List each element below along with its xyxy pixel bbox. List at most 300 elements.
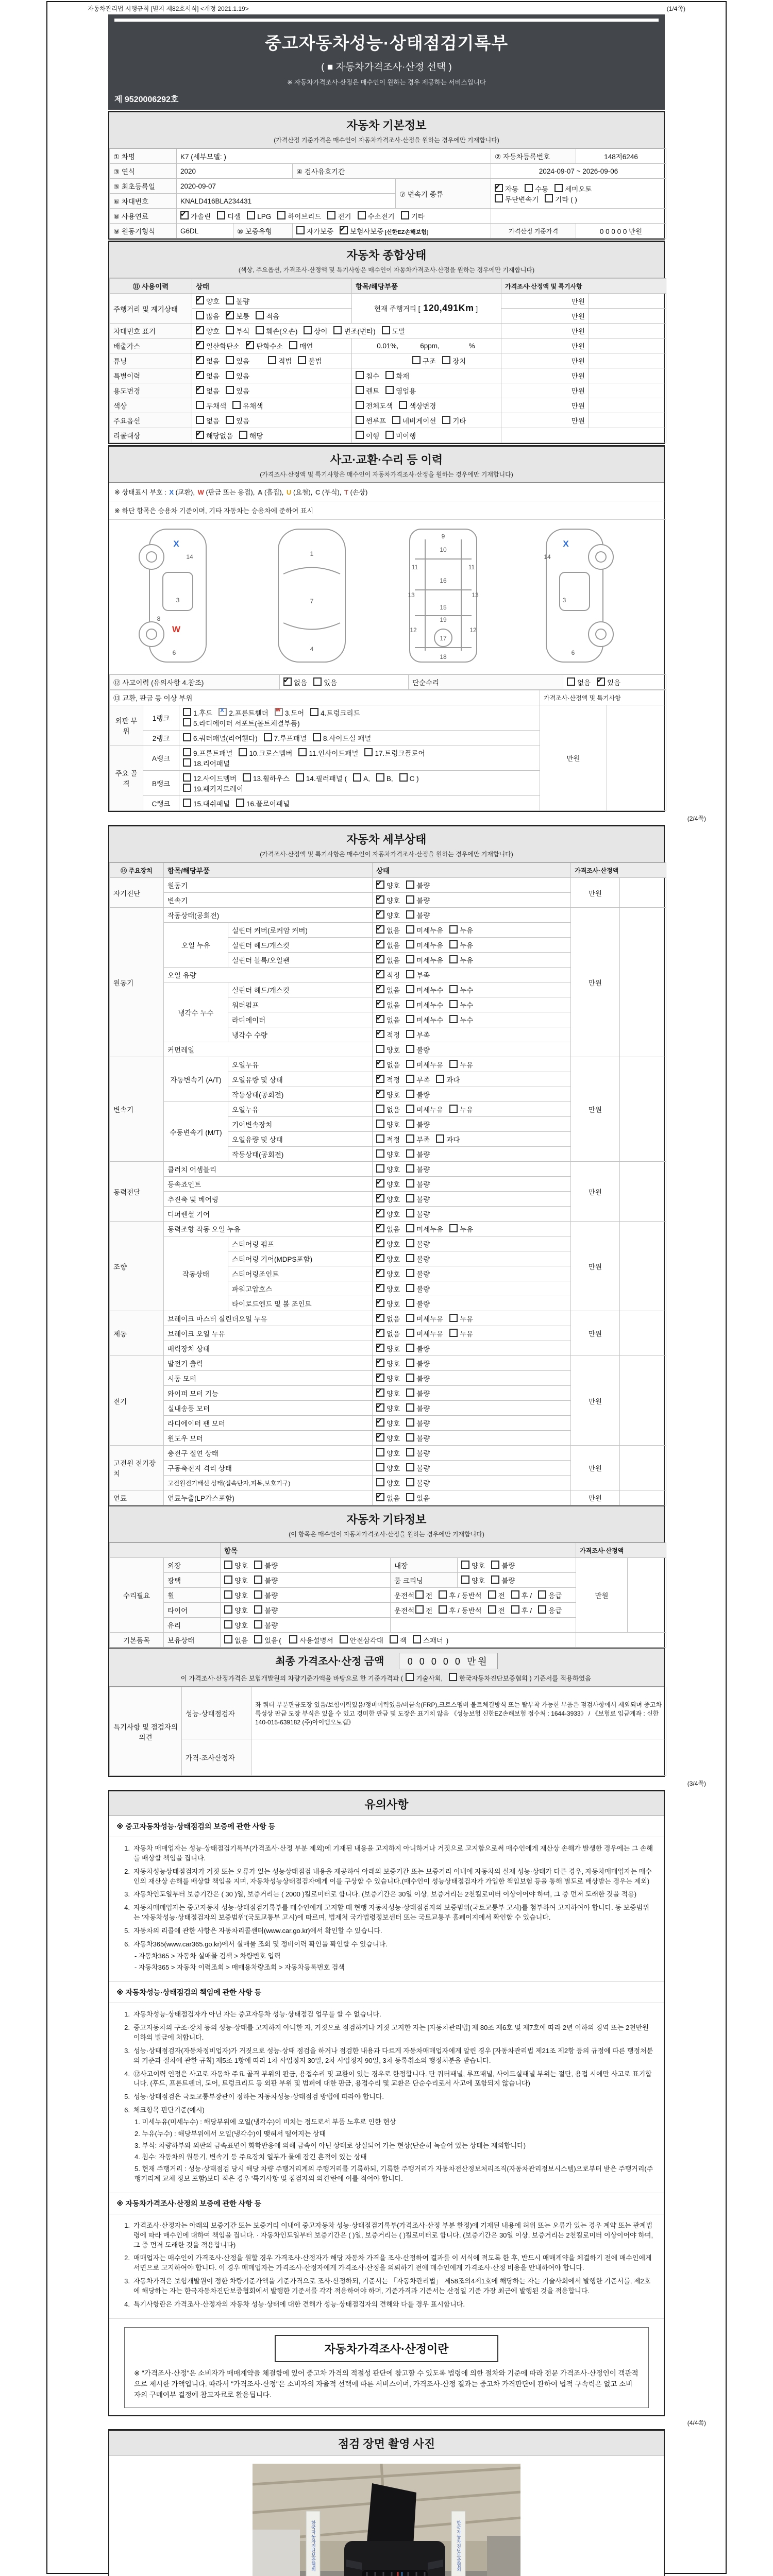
checkbox[interactable] bbox=[406, 955, 414, 963]
checkbox[interactable] bbox=[495, 194, 503, 202]
checkbox[interactable] bbox=[226, 296, 234, 304]
checkbox[interactable] bbox=[239, 431, 247, 439]
checkbox[interactable] bbox=[224, 1635, 232, 1643]
table-cell: 배력장치 상태 bbox=[164, 1341, 373, 1356]
checkbox[interactable] bbox=[406, 1164, 414, 1173]
checkbox[interactable] bbox=[406, 1478, 414, 1486]
checkbox[interactable] bbox=[254, 1620, 262, 1629]
table-cell bbox=[373, 908, 571, 923]
checkbox[interactable] bbox=[488, 1605, 496, 1614]
checkbox[interactable] bbox=[449, 1105, 458, 1113]
checkbox[interactable] bbox=[333, 326, 342, 334]
checkbox[interactable] bbox=[239, 748, 247, 756]
checkbox[interactable] bbox=[304, 326, 312, 334]
checkbox[interactable] bbox=[376, 1463, 384, 1471]
checkbox[interactable] bbox=[449, 1060, 458, 1068]
table-cell bbox=[352, 383, 501, 398]
label-text: 전 bbox=[426, 1607, 433, 1615]
checkbox[interactable] bbox=[376, 1403, 384, 1412]
table-cell bbox=[373, 1072, 571, 1087]
checkbox[interactable] bbox=[376, 1179, 384, 1188]
checkbox[interactable] bbox=[545, 194, 553, 202]
notice-item-text: 자동차성능·상태점검자가 아닌 자는 중고자동차 성능·상태점검 업무를 할 수 없습니다. bbox=[133, 2010, 381, 2019]
label-text: 누유 bbox=[460, 1061, 474, 1069]
checkbox[interactable] bbox=[376, 1299, 384, 1307]
checkbox[interactable] bbox=[399, 773, 408, 782]
checkbox[interactable] bbox=[597, 677, 605, 686]
checkbox[interactable] bbox=[511, 1590, 519, 1599]
checkbox[interactable] bbox=[406, 1673, 414, 1681]
table-cell: 만원 bbox=[501, 294, 589, 309]
checkbox[interactable] bbox=[439, 1590, 447, 1599]
checkbox[interactable] bbox=[376, 1284, 384, 1292]
checkbox[interactable] bbox=[376, 1329, 384, 1337]
checkbox[interactable] bbox=[406, 1448, 414, 1456]
checkbox[interactable] bbox=[226, 356, 234, 364]
checkbox[interactable] bbox=[196, 431, 204, 439]
photo-body bbox=[109, 2455, 664, 2576]
checkbox[interactable] bbox=[406, 1388, 414, 1397]
checkbox[interactable] bbox=[406, 1359, 414, 1367]
checkbox[interactable] bbox=[406, 1194, 414, 1202]
checkbox[interactable] bbox=[364, 748, 373, 756]
checkbox[interactable] bbox=[406, 1433, 414, 1442]
label-text: 썬루프 bbox=[366, 417, 386, 425]
table-cell bbox=[458, 1573, 576, 1588]
checkbox[interactable] bbox=[356, 401, 364, 409]
table-cell: 제동 bbox=[110, 1311, 164, 1356]
checkbox[interactable] bbox=[327, 211, 335, 219]
label-text: 없음 bbox=[577, 679, 591, 687]
checkbox[interactable] bbox=[356, 386, 364, 394]
checkbox[interactable] bbox=[382, 326, 390, 334]
label-text: 불량 bbox=[264, 1562, 278, 1570]
checkbox[interactable] bbox=[406, 985, 414, 993]
table-cell bbox=[628, 1558, 666, 1633]
checkbox[interactable] bbox=[376, 1314, 384, 1322]
label-text: 양호 bbox=[386, 1241, 400, 1248]
label-text: 19.패키지트레이 bbox=[193, 785, 244, 793]
checkbox[interactable] bbox=[406, 1000, 414, 1008]
checkbox[interactable] bbox=[226, 326, 234, 334]
table-cell bbox=[620, 1162, 666, 1222]
checkbox[interactable] bbox=[226, 416, 234, 424]
checkbox[interactable] bbox=[376, 1194, 384, 1202]
checkbox[interactable] bbox=[406, 1134, 414, 1143]
checkbox[interactable] bbox=[226, 371, 234, 379]
checkbox[interactable] bbox=[413, 1635, 421, 1643]
checkbox[interactable] bbox=[376, 1254, 384, 1262]
label-text: 미이행 bbox=[396, 432, 416, 440]
checkbox[interactable] bbox=[376, 1134, 384, 1143]
checkbox[interactable] bbox=[385, 386, 394, 394]
label-text: 불량 bbox=[416, 1420, 430, 1428]
checkbox[interactable] bbox=[406, 1284, 414, 1292]
label-text: 양호 bbox=[472, 1562, 485, 1570]
label-text: 화재 bbox=[396, 372, 410, 380]
checkbox[interactable] bbox=[376, 895, 384, 904]
checkbox[interactable] bbox=[296, 226, 305, 234]
page-marker-4: (4/4쪽) bbox=[687, 2419, 706, 2427]
checkbox[interactable] bbox=[224, 1605, 232, 1614]
checkbox[interactable] bbox=[196, 386, 204, 394]
checkbox[interactable] bbox=[491, 1575, 499, 1584]
checkbox[interactable] bbox=[406, 1239, 414, 1247]
label-text: 가솔린 bbox=[191, 213, 211, 221]
label-text: % bbox=[468, 342, 475, 350]
checkbox[interactable] bbox=[243, 773, 251, 782]
checkbox[interactable] bbox=[406, 925, 414, 934]
checkbox[interactable] bbox=[376, 1493, 384, 1501]
checkbox[interactable] bbox=[449, 1015, 458, 1023]
checkbox[interactable] bbox=[376, 1269, 384, 1277]
checkbox[interactable] bbox=[226, 386, 234, 394]
checkbox[interactable] bbox=[406, 880, 414, 889]
diagram-zone-number: 12 bbox=[410, 626, 417, 634]
checkbox[interactable] bbox=[376, 1448, 384, 1456]
label-text: 네비게이션 bbox=[402, 417, 436, 425]
checkbox[interactable] bbox=[254, 1635, 262, 1643]
checkbox[interactable] bbox=[449, 1673, 457, 1681]
checkbox[interactable] bbox=[406, 1060, 414, 1068]
table-cell: 2020-09-07 bbox=[177, 179, 396, 194]
checkbox[interactable] bbox=[511, 1605, 519, 1614]
checkbox[interactable] bbox=[415, 1605, 424, 1614]
checkbox[interactable] bbox=[399, 401, 407, 409]
checkbox[interactable] bbox=[376, 1105, 384, 1113]
checkbox[interactable] bbox=[296, 773, 304, 782]
label-text: 양호 bbox=[386, 1405, 400, 1413]
checkbox[interactable] bbox=[183, 799, 191, 807]
table-cell: 리콜대상 bbox=[110, 428, 192, 443]
checkbox[interactable] bbox=[376, 1209, 384, 1217]
label-text: 후 / 동반석 bbox=[449, 1607, 482, 1615]
checkbox[interactable] bbox=[406, 1224, 414, 1232]
label-text: 구조 bbox=[423, 358, 436, 365]
checkbox[interactable] bbox=[406, 1149, 414, 1158]
checkbox[interactable] bbox=[264, 733, 272, 741]
label-text: 불량 bbox=[416, 1465, 430, 1472]
checkbox[interactable] bbox=[376, 1075, 384, 1083]
checkbox[interactable] bbox=[406, 1344, 414, 1352]
table-cell: 실내송풍 모터 bbox=[164, 1401, 373, 1416]
checkbox[interactable] bbox=[376, 773, 384, 782]
checkbox[interactable] bbox=[183, 773, 191, 782]
checkbox[interactable] bbox=[376, 1433, 384, 1442]
label-text: 양호 bbox=[386, 1375, 400, 1383]
checkbox[interactable] bbox=[196, 371, 204, 379]
checkbox[interactable] bbox=[224, 1561, 232, 1569]
table-cell: 작동상태(공회전) bbox=[228, 1147, 373, 1162]
checkbox[interactable] bbox=[449, 1329, 458, 1337]
checkbox[interactable] bbox=[183, 718, 191, 726]
checkbox[interactable] bbox=[217, 211, 225, 219]
checkbox[interactable] bbox=[376, 1030, 384, 1038]
label-text: 불량 bbox=[416, 1091, 430, 1099]
checkbox[interactable] bbox=[183, 708, 191, 716]
checkbox[interactable] bbox=[353, 773, 361, 782]
checkbox[interactable] bbox=[554, 184, 563, 192]
checkbox[interactable] bbox=[376, 1120, 384, 1128]
checkbox[interactable] bbox=[406, 910, 414, 919]
label-text: 불량 bbox=[416, 1450, 430, 1458]
checkbox[interactable] bbox=[254, 1590, 262, 1599]
checkbox[interactable] bbox=[376, 925, 384, 934]
checkbox[interactable] bbox=[268, 356, 276, 364]
checkbox[interactable] bbox=[356, 371, 364, 379]
checkbox[interactable] bbox=[567, 677, 575, 686]
checkbox[interactable] bbox=[436, 1075, 444, 1083]
label-text: 불량 bbox=[416, 912, 430, 920]
checkbox[interactable] bbox=[376, 1344, 384, 1352]
checkbox[interactable] bbox=[491, 1561, 499, 1569]
checkbox[interactable] bbox=[376, 1015, 384, 1023]
checkbox[interactable] bbox=[488, 1590, 496, 1599]
checkbox[interactable] bbox=[232, 401, 241, 409]
checkbox[interactable] bbox=[406, 1329, 414, 1337]
checkbox[interactable] bbox=[449, 1224, 458, 1232]
title-band-stripe bbox=[114, 19, 659, 22]
accident-band bbox=[109, 447, 664, 483]
checkbox[interactable] bbox=[406, 895, 414, 904]
checkbox[interactable] bbox=[406, 970, 414, 978]
checkbox[interactable] bbox=[376, 1045, 384, 1053]
checkbox[interactable] bbox=[412, 356, 421, 364]
label-text: 불량 bbox=[501, 1562, 515, 1570]
checkbox[interactable] bbox=[340, 1635, 348, 1643]
checkbox[interactable] bbox=[310, 708, 318, 716]
checkbox[interactable] bbox=[289, 341, 297, 349]
notice-item-number: 2. bbox=[124, 1867, 130, 1875]
checkbox[interactable] bbox=[406, 1299, 414, 1307]
checkbox[interactable] bbox=[406, 1403, 414, 1412]
checkbox[interactable] bbox=[401, 211, 409, 219]
checkbox[interactable] bbox=[449, 1314, 458, 1322]
label-text: 16.플로어패널 bbox=[246, 800, 290, 808]
checkbox[interactable] bbox=[298, 748, 307, 756]
checkbox[interactable] bbox=[254, 1605, 262, 1614]
checkbox[interactable] bbox=[376, 1000, 384, 1008]
label-text: 현재 주행거리 [ bbox=[374, 305, 423, 313]
diagram-zone-number: 8 bbox=[157, 615, 161, 622]
checkbox[interactable] bbox=[406, 1314, 414, 1322]
checkbox[interactable] bbox=[406, 1463, 414, 1471]
checkbox[interactable] bbox=[340, 226, 348, 234]
checkbox[interactable] bbox=[442, 356, 450, 364]
checkbox[interactable] bbox=[236, 799, 244, 807]
checkbox[interactable] bbox=[376, 1060, 384, 1068]
checkbox[interactable] bbox=[376, 1388, 384, 1397]
checkbox[interactable] bbox=[385, 431, 394, 439]
checkbox[interactable] bbox=[183, 758, 191, 767]
checkbox[interactable] bbox=[406, 1418, 414, 1427]
label-text: 불량 bbox=[416, 1435, 430, 1443]
detail-table bbox=[109, 862, 666, 1505]
table-cell bbox=[589, 309, 666, 324]
checkbox[interactable] bbox=[376, 1164, 384, 1173]
checkbox[interactable] bbox=[406, 940, 414, 948]
weld-mark-checkbox[interactable] bbox=[275, 708, 283, 716]
checkbox[interactable] bbox=[196, 311, 204, 319]
label-text: 양호 bbox=[386, 1360, 400, 1368]
checkbox[interactable] bbox=[406, 1045, 414, 1053]
checkbox[interactable] bbox=[376, 940, 384, 948]
exchange-mark-checkbox[interactable] bbox=[219, 708, 227, 716]
checkbox[interactable] bbox=[392, 416, 400, 424]
checkbox[interactable] bbox=[196, 356, 204, 364]
checkbox[interactable] bbox=[406, 1075, 414, 1083]
table-cell: 주행거리 및 계기상태 bbox=[110, 294, 192, 324]
notice-item-text: 체크항목 판단기준(예시) 1. 미세누유(미세누수) : 해당부위에 오일(냉각수)이 비치는 정도로서 부품 노후로 인한 현상 2. 누유(누수) : 해당부위에서 오일(냉각수)이 맺혀서 떨어지는 상태 3. 부식: 차량하부와 외판의 금속표면이 화학반응에 의해 금속이 아닌 상태로 상실되어 가는 현상(단순히 녹슬어 있는 상태는 제외합니다) 4. 침수: 자동차의 원동기, 변속기 등 주요장치 일부가 물에 잠긴 흔적이 있는 상태 5. 현재 주행거리 : 성능·상태점검 당시 해당 차량 주행거리계의 주행거리를 기록하되, 기록한 주행거리가 자동차전산정보처리조직(자동차관리정보시스템)으로부터 받은 주행거리(주행거리계 교체 정보 포함)보다 적은 경우 '특기사항 및 점검자의 의견'란에 이를 적어야 합니다. bbox=[133, 2106, 654, 2184]
sedan-standard-note: ※ 하단 항목은 승용차 기준이며, 기타 자동차는 승용차에 준하여 표시 bbox=[109, 501, 666, 520]
label-text: (판금 또는 용접), bbox=[204, 488, 257, 496]
checkbox[interactable] bbox=[406, 1269, 414, 1277]
checkbox[interactable] bbox=[406, 1493, 414, 1501]
checkbox[interactable] bbox=[449, 925, 458, 934]
checkbox[interactable] bbox=[376, 910, 384, 919]
checkbox[interactable] bbox=[358, 211, 366, 219]
table-cell: 색상 bbox=[110, 398, 192, 413]
checkbox[interactable] bbox=[196, 341, 204, 349]
checkbox[interactable] bbox=[313, 677, 322, 686]
checkbox[interactable] bbox=[376, 1239, 384, 1247]
checkbox[interactable] bbox=[442, 416, 450, 424]
notice-item bbox=[119, 2277, 654, 2296]
checkbox[interactable] bbox=[277, 211, 285, 219]
label-text: 침수 bbox=[366, 372, 380, 380]
notice-item-text: 중고자동차의 구조·장치 등의 성능·상태를 고지하지 아니한 자, 거짓으로 점검하거나 거짓 고지한 자는 [자동차관리법] 제 80조 제6호 및 제7호에 따라 2년 이하의 징역 또는 2천만원 이하의 벌금에 처합니다. bbox=[133, 2024, 649, 2041]
checkbox[interactable] bbox=[461, 1561, 469, 1569]
checkbox[interactable] bbox=[224, 1575, 232, 1584]
label-text: 후 / bbox=[521, 1592, 532, 1600]
checkbox[interactable] bbox=[376, 1090, 384, 1098]
checkbox[interactable] bbox=[289, 1635, 297, 1643]
notice-item-number: 1. bbox=[124, 2221, 130, 2229]
checkbox[interactable] bbox=[298, 356, 306, 364]
table-cell: 주요옵션 bbox=[110, 413, 192, 428]
checkbox[interactable] bbox=[196, 401, 204, 409]
label-text: 불량 bbox=[416, 882, 430, 890]
checkbox[interactable] bbox=[461, 1575, 469, 1584]
notice-item-number: 3. bbox=[124, 2277, 130, 2285]
checkbox[interactable] bbox=[196, 416, 204, 424]
checkbox[interactable] bbox=[283, 677, 292, 686]
checkbox[interactable] bbox=[376, 1224, 384, 1232]
checkbox[interactable] bbox=[376, 955, 384, 963]
diagram-zone-number: 18 bbox=[440, 653, 447, 660]
checkbox[interactable] bbox=[376, 880, 384, 889]
checkbox[interactable] bbox=[406, 1015, 414, 1023]
label-text: 불량 bbox=[416, 1345, 430, 1353]
checkbox[interactable] bbox=[436, 1134, 444, 1143]
table-cell bbox=[589, 294, 666, 309]
checkbox[interactable] bbox=[356, 416, 364, 424]
diagram-zone-number: 11 bbox=[411, 564, 418, 571]
checkbox[interactable] bbox=[196, 326, 204, 334]
checkbox[interactable] bbox=[406, 1105, 414, 1113]
checkbox[interactable] bbox=[406, 1374, 414, 1382]
checkbox[interactable] bbox=[449, 1000, 458, 1008]
checkbox[interactable] bbox=[376, 1374, 384, 1382]
checkbox[interactable] bbox=[226, 311, 234, 319]
checkbox[interactable] bbox=[538, 1605, 546, 1614]
checkbox[interactable] bbox=[415, 1590, 424, 1599]
table-cell bbox=[491, 179, 666, 209]
table-cell: 오일유량 및 상태 bbox=[228, 1132, 373, 1147]
checkbox[interactable] bbox=[254, 1575, 262, 1584]
checkbox[interactable] bbox=[406, 1030, 414, 1038]
checkbox[interactable] bbox=[525, 184, 533, 192]
checkbox[interactable] bbox=[256, 326, 264, 334]
checkbox[interactable] bbox=[376, 1149, 384, 1158]
checkbox[interactable] bbox=[254, 1561, 262, 1569]
photo-band bbox=[109, 2431, 664, 2455]
notice-item bbox=[119, 1844, 654, 1863]
checkbox[interactable] bbox=[449, 940, 458, 948]
notice-item-text: 자동차성능상태점검자가 거짓 또는 오류가 있는 성능상태점검 내용을 제공하여 아래의 보증기간 또는 보증거리 이내에 자동차의 실제 성능·상태가 다른 경우, 자동차매매업자는 매수인의 재산상 손해를 배상할 책임을 지며, 자동차성능상태점검자에게 이를 구상할 수 있습니다.(매수인이 성능상태점검자가 가입한 책임보험 등을 통해 별도로 배상받는 경우는 제외) bbox=[133, 1867, 652, 1885]
table-cell bbox=[373, 1027, 571, 1042]
checkbox[interactable] bbox=[376, 1359, 384, 1367]
checkbox[interactable] bbox=[385, 371, 394, 379]
checkbox[interactable] bbox=[224, 1590, 232, 1599]
label-text: 1.후드 bbox=[193, 709, 213, 717]
checkbox[interactable] bbox=[495, 184, 503, 192]
checkbox[interactable] bbox=[313, 733, 321, 741]
checkbox[interactable] bbox=[449, 955, 458, 963]
label-text: 스패너 bbox=[423, 1637, 444, 1645]
table-cell: ⑭ 주요장치 bbox=[110, 863, 164, 878]
table-cell: ③ 연식 bbox=[110, 164, 177, 179]
table-cell bbox=[221, 1603, 391, 1618]
checkbox[interactable] bbox=[376, 985, 384, 993]
label-text: ※ 상태표시 부호 : bbox=[114, 488, 169, 496]
label-text: 적음 bbox=[266, 313, 280, 320]
checkbox[interactable] bbox=[246, 341, 254, 349]
table-cell: 스티어링 기어(MDPS포함) bbox=[228, 1251, 373, 1266]
checkbox[interactable] bbox=[183, 784, 191, 792]
table-cell: 1랭크 bbox=[143, 705, 179, 731]
checkbox[interactable] bbox=[256, 311, 264, 319]
checkbox[interactable] bbox=[180, 211, 189, 219]
notice-item-text: 자동차의 리콜에 관한 사항은 자동차리콜센터(www.car.go.kr)에서 확인할 수 있습니다. bbox=[133, 1926, 382, 1935]
checkbox[interactable] bbox=[247, 211, 255, 219]
label-text: 불량 bbox=[416, 1360, 430, 1368]
checkbox[interactable] bbox=[406, 1090, 414, 1098]
checkbox[interactable] bbox=[183, 748, 191, 756]
table-cell: 발전기 출력 bbox=[164, 1356, 373, 1371]
table-cell bbox=[352, 368, 501, 383]
checkbox[interactable] bbox=[538, 1590, 546, 1599]
diagram-zone-number: 3 bbox=[562, 597, 566, 604]
checkbox[interactable] bbox=[376, 1478, 384, 1486]
checkbox[interactable] bbox=[406, 1254, 414, 1262]
checkbox[interactable] bbox=[406, 1179, 414, 1188]
checkbox[interactable] bbox=[224, 1620, 232, 1629]
label-text: 2.프론트휀더 bbox=[229, 709, 268, 717]
checkbox[interactable] bbox=[356, 431, 364, 439]
checkbox[interactable] bbox=[390, 1635, 398, 1643]
checkbox[interactable] bbox=[439, 1605, 447, 1614]
checkbox[interactable] bbox=[376, 970, 384, 978]
checkbox[interactable] bbox=[196, 296, 204, 304]
legend-mark-U: U bbox=[286, 488, 292, 496]
checkbox[interactable] bbox=[406, 1120, 414, 1128]
checkbox[interactable] bbox=[376, 1418, 384, 1427]
checkbox[interactable] bbox=[183, 733, 191, 741]
checkbox[interactable] bbox=[406, 1209, 414, 1217]
notice-section-head: ※ 자동차가격조사·산정의 보증에 관한 사항 등 bbox=[109, 2193, 664, 2214]
checkbox[interactable] bbox=[449, 985, 458, 993]
